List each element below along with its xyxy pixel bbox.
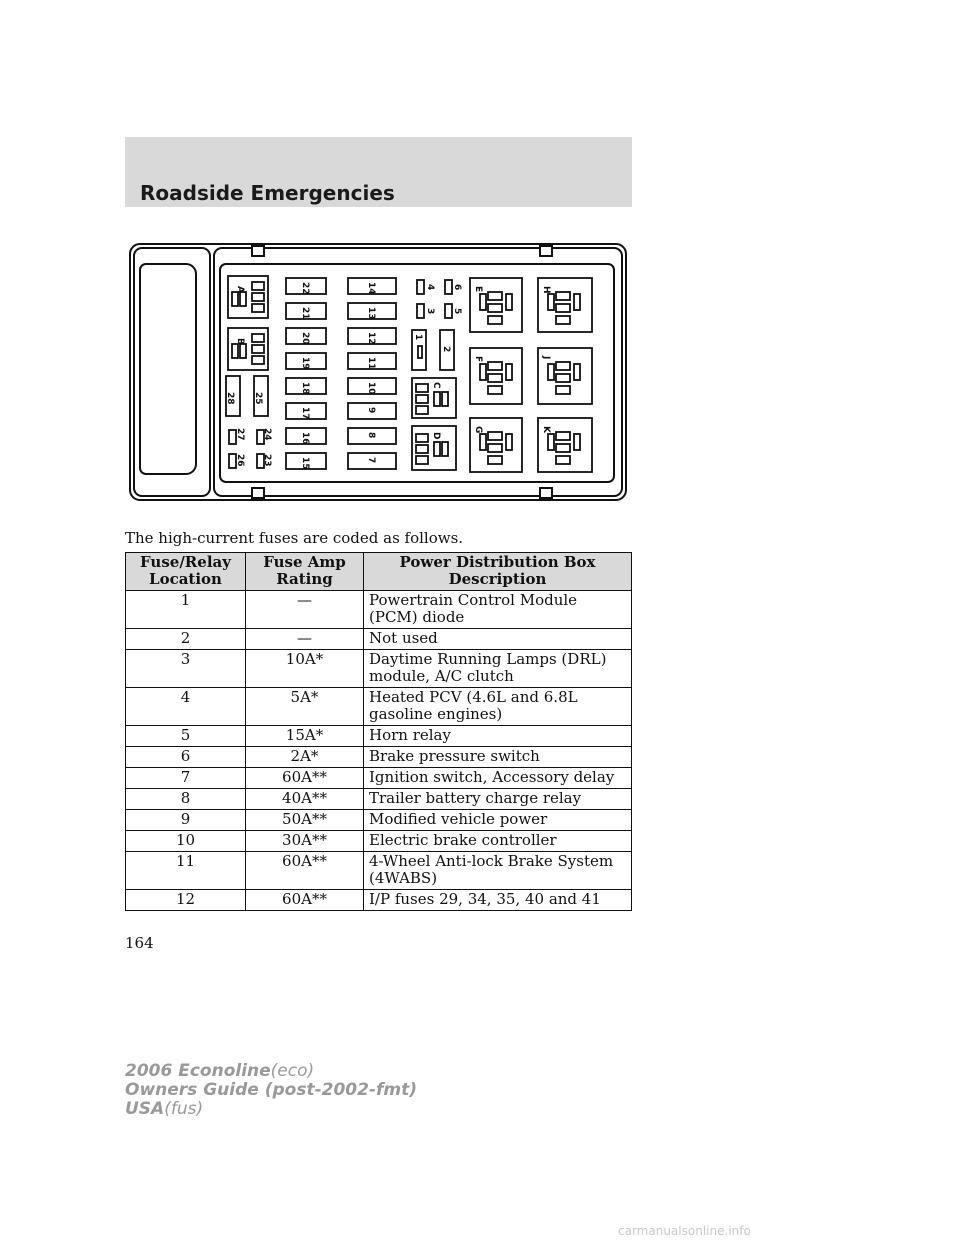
relay-label-e: E (473, 286, 483, 293)
cell-location: 2 (126, 629, 246, 650)
cell-amp: 5A* (246, 688, 364, 726)
footer-model-code: (eco) (270, 1061, 315, 1081)
cell-location: 1 (126, 591, 246, 629)
fuse-label-3: 3 (425, 308, 435, 315)
table-row (126, 629, 632, 650)
table-row (126, 768, 632, 789)
fuse-label-9: 9 (366, 407, 376, 414)
fuse-label-14: 14 (366, 282, 376, 295)
fuse-label-22: 22 (300, 282, 310, 295)
fuse-label-28: 28 (225, 392, 235, 405)
relay-label-h: H (541, 286, 551, 294)
cell-description: I/P fuses 29, 34, 35, 40 and 41 (364, 890, 632, 911)
cell-amp: 30A** (246, 831, 364, 852)
cell-location: 4 (126, 688, 246, 726)
header-location: Fuse/Relay Location (126, 553, 246, 591)
cell-location: 6 (126, 747, 246, 768)
footer-market-code: (fus) (164, 1099, 204, 1119)
cell-amp: 60A** (246, 890, 364, 911)
relay-label-c: C (431, 382, 441, 389)
table-row (126, 810, 632, 831)
cell-description: Horn relay (364, 726, 632, 747)
cell-amp: 15A* (246, 726, 364, 747)
fuse-label-23: 23 (262, 454, 272, 467)
cell-description: Electric brake controller (364, 831, 632, 852)
fuse-label-11: 11 (366, 357, 376, 370)
fuse-label-4: 4 (425, 284, 435, 291)
cell-location: 10 (126, 831, 246, 852)
cell-amp: 60A** (246, 852, 364, 890)
fuse-label-1: 1 (413, 334, 423, 341)
cell-location: 12 (126, 890, 246, 911)
cell-amp: 2A* (246, 747, 364, 768)
fuse-label-27: 27 (235, 428, 245, 441)
cell-amp: 50A** (246, 810, 364, 831)
table-row (126, 890, 632, 911)
relay-label-b: B (235, 338, 245, 345)
fuse-label-15: 15 (300, 457, 310, 470)
table-row (126, 591, 632, 629)
cell-amp: 10A* (246, 650, 364, 688)
fuse-label-16: 16 (300, 432, 310, 445)
cell-amp: — (246, 591, 364, 629)
fuse-label-8: 8 (366, 432, 376, 439)
cell-description: Powertrain Control Module (PCM) diode (364, 591, 632, 629)
table-row (126, 650, 632, 688)
header-description: Power Distribution Box Description (364, 553, 632, 591)
cell-amp: 40A** (246, 789, 364, 810)
cell-description: Ignition switch, Accessory delay (364, 768, 632, 789)
footer-guide: Owners Guide (post-2002-fmt) (125, 1080, 418, 1100)
cell-description: Trailer battery charge relay (364, 789, 632, 810)
table-row (126, 688, 632, 726)
watermark: carmanualsonline.info (618, 1224, 751, 1238)
fuse-label-12: 12 (366, 332, 376, 345)
page-number: 164 (125, 934, 154, 952)
table-row (126, 831, 632, 852)
table-row (126, 852, 632, 890)
table-header-row (126, 553, 632, 591)
cell-description: Not used (364, 629, 632, 650)
fuse-label-17: 17 (300, 407, 310, 420)
relay-label-f: F (473, 356, 483, 363)
section-title: Roadside Emergencies (140, 181, 395, 205)
fuse-label-2: 2 (441, 346, 451, 353)
cell-location: 8 (126, 789, 246, 810)
table-row (126, 747, 632, 768)
fuse-label-25: 25 (253, 392, 263, 405)
cell-location: 7 (126, 768, 246, 789)
relay-label-k: K (541, 426, 551, 433)
cell-location: 9 (126, 810, 246, 831)
relay-label-a: A (235, 286, 245, 293)
fuse-label-20: 20 (300, 332, 310, 345)
fuse-label-24: 24 (262, 428, 272, 441)
document-footer (125, 1062, 417, 1119)
fuse-label-7: 7 (366, 457, 376, 464)
cell-description: Heated PCV (4.6L and 6.8L gasoline engines) (364, 688, 632, 726)
cell-description: 4-Wheel Anti-lock Brake System (4WABS) (364, 852, 632, 890)
relay-label-j: J (541, 356, 551, 360)
footer-market: USA (125, 1099, 165, 1119)
cell-description: Modified vehicle power (364, 810, 632, 831)
fuse-label-19: 19 (300, 357, 310, 370)
fuse-label-26: 26 (235, 454, 245, 467)
cell-location: 11 (126, 852, 246, 890)
cell-amp: — (246, 629, 364, 650)
fuse-box-diagram (128, 242, 628, 502)
footer-model: 2006 Econoline (125, 1061, 271, 1081)
table-row (126, 789, 632, 810)
fuse-label-6: 6 (452, 284, 462, 291)
header-amp-rating: Fuse Amp Rating (246, 553, 364, 591)
relay-label-d: D (431, 432, 441, 440)
cell-description: Brake pressure switch (364, 747, 632, 768)
relay-label-g: G (473, 426, 483, 434)
fuse-label-18: 18 (300, 382, 310, 395)
fuse-label-21: 21 (300, 307, 310, 320)
fuse-label-10: 10 (366, 382, 376, 395)
fuse-table (125, 552, 632, 911)
table-row (126, 726, 632, 747)
cell-location: 3 (126, 650, 246, 688)
fuse-label-13: 13 (366, 307, 376, 320)
cell-description: Daytime Running Lamps (DRL) module, A/C clutch (364, 650, 632, 688)
intro-text: The high-current fuses are coded as follows. (125, 529, 464, 547)
cell-location: 5 (126, 726, 246, 747)
fuse-label-5: 5 (452, 308, 462, 315)
cell-amp: 60A** (246, 768, 364, 789)
